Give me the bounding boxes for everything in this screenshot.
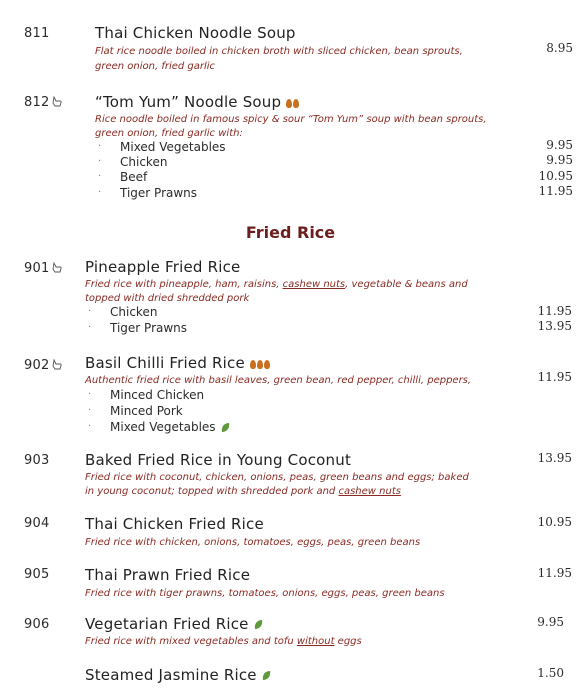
item-number: 811 — [24, 26, 50, 41]
dish-title-row — [95, 93, 300, 112]
option-name: Minced Chicken — [110, 388, 205, 402]
dish-description: green onion, fried garlic with: — [95, 128, 243, 139]
bullet: · — [88, 421, 92, 432]
dish-price: 13.95 — [537, 451, 572, 465]
option-name: Chicken — [120, 155, 168, 169]
bullet: · — [98, 187, 102, 198]
bullet: · — [98, 156, 102, 167]
bullet: · — [88, 405, 92, 416]
section-title: Fried Rice — [245, 223, 336, 242]
bullet: · — [88, 322, 92, 333]
dish-description: Fried rice with chicken, onions, tomatoes, eggs, peas, green beans — [85, 537, 421, 548]
dish-description: Fried rice with pineapple, ham, raisins, cashew nuts, vegetable & beans and — [85, 279, 468, 290]
dish-title: Thai Prawn Fried Rice — [85, 566, 251, 584]
leaf-icon — [221, 422, 230, 433]
dish-description: Fried rice with coconut, chicken, onions, peas, green beans and eggs; baked — [85, 472, 469, 483]
option-price: 11.95 — [537, 304, 572, 318]
pointing-hand-icon — [52, 262, 62, 273]
dish-description: in young coconut; topped with shredded pork and cashew nuts — [85, 486, 401, 497]
dish-price: 9.95 — [537, 615, 564, 629]
bullet: · — [88, 389, 92, 400]
dish-title: Steamed Jasmine Rice — [85, 666, 257, 684]
option-name: Tiger Prawns — [110, 321, 188, 335]
dish-price: 10.95 — [537, 515, 572, 529]
pointing-hand-icon — [52, 96, 62, 107]
item-number-row — [24, 261, 62, 276]
option-name: Mixed Vegetables — [120, 140, 226, 154]
dish-price: 11.95 — [537, 370, 572, 384]
option-price: 13.95 — [537, 319, 572, 333]
dish-price: 11.95 — [537, 566, 572, 580]
item-number: 901 — [24, 261, 50, 276]
dish-description: Fried rice with mixed vegetables and tofu without eggs — [85, 636, 362, 647]
option-price: 11.95 — [538, 184, 573, 198]
pointing-hand-icon — [52, 359, 62, 370]
dish-title: Vegetarian Fried Rice — [85, 615, 249, 633]
bullet: · — [88, 306, 92, 317]
dish-title-row — [85, 666, 271, 684]
dish-price: 8.95 — [546, 41, 573, 55]
dish-description: Flat rice noodle boiled in chicken broth with sliced chicken, bean sprouts, — [95, 46, 463, 57]
option-name: Minced Pork — [110, 404, 183, 418]
leaf-icon — [254, 619, 263, 630]
item-number-row — [24, 95, 62, 110]
dish-title: Pineapple Fried Rice — [85, 258, 241, 276]
item-number: 902 — [24, 358, 50, 373]
dish-description: green onion, fried garlic — [95, 61, 216, 72]
dish-price: 1.50 — [537, 666, 564, 680]
bullet: · — [98, 171, 102, 182]
option-name: Chicken — [110, 305, 158, 319]
dish-title-row — [85, 354, 271, 373]
item-number: 906 — [24, 617, 50, 632]
dish-description: Authentic fried rice with basil leaves, green bean, red pepper, chilli, peppers, — [85, 375, 472, 386]
item-number: 903 — [24, 453, 50, 468]
dish-title: Thai Chicken Fried Rice — [85, 515, 264, 533]
dish-title: “Tom Yum” Noodle Soup — [95, 93, 282, 111]
bullet: · — [98, 141, 102, 152]
item-number: 904 — [24, 516, 50, 531]
item-number: 812 — [24, 95, 50, 110]
dish-title: Thai Chicken Noodle Soup — [95, 24, 296, 42]
chili-icon — [286, 94, 300, 112]
option-price: 9.95 — [546, 138, 573, 152]
option-price: 10.95 — [538, 169, 573, 183]
item-number-row — [24, 358, 62, 373]
leaf-icon — [262, 670, 271, 681]
option-name: Beef — [120, 170, 148, 184]
dish-title-row — [85, 615, 263, 633]
option-name: Mixed Vegetables — [110, 420, 216, 434]
dish-description: Fried rice with tiger prawns, tomatoes, onions, eggs, peas, green beans — [85, 588, 445, 599]
option-name: Tiger Prawns — [120, 186, 198, 200]
option-price: 9.95 — [546, 153, 573, 167]
dish-description: topped with dried shredded pork — [85, 293, 250, 304]
item-number: 905 — [24, 567, 50, 582]
option-row — [110, 420, 230, 434]
chili-icon — [250, 355, 271, 373]
dish-title: Basil Chilli Fried Rice — [85, 354, 245, 372]
dish-title: Baked Fried Rice in Young Coconut — [85, 451, 352, 469]
dish-description: Rice noodle boiled in famous spicy & sour “Tom Yum” soup with bean sprouts, — [95, 114, 487, 125]
